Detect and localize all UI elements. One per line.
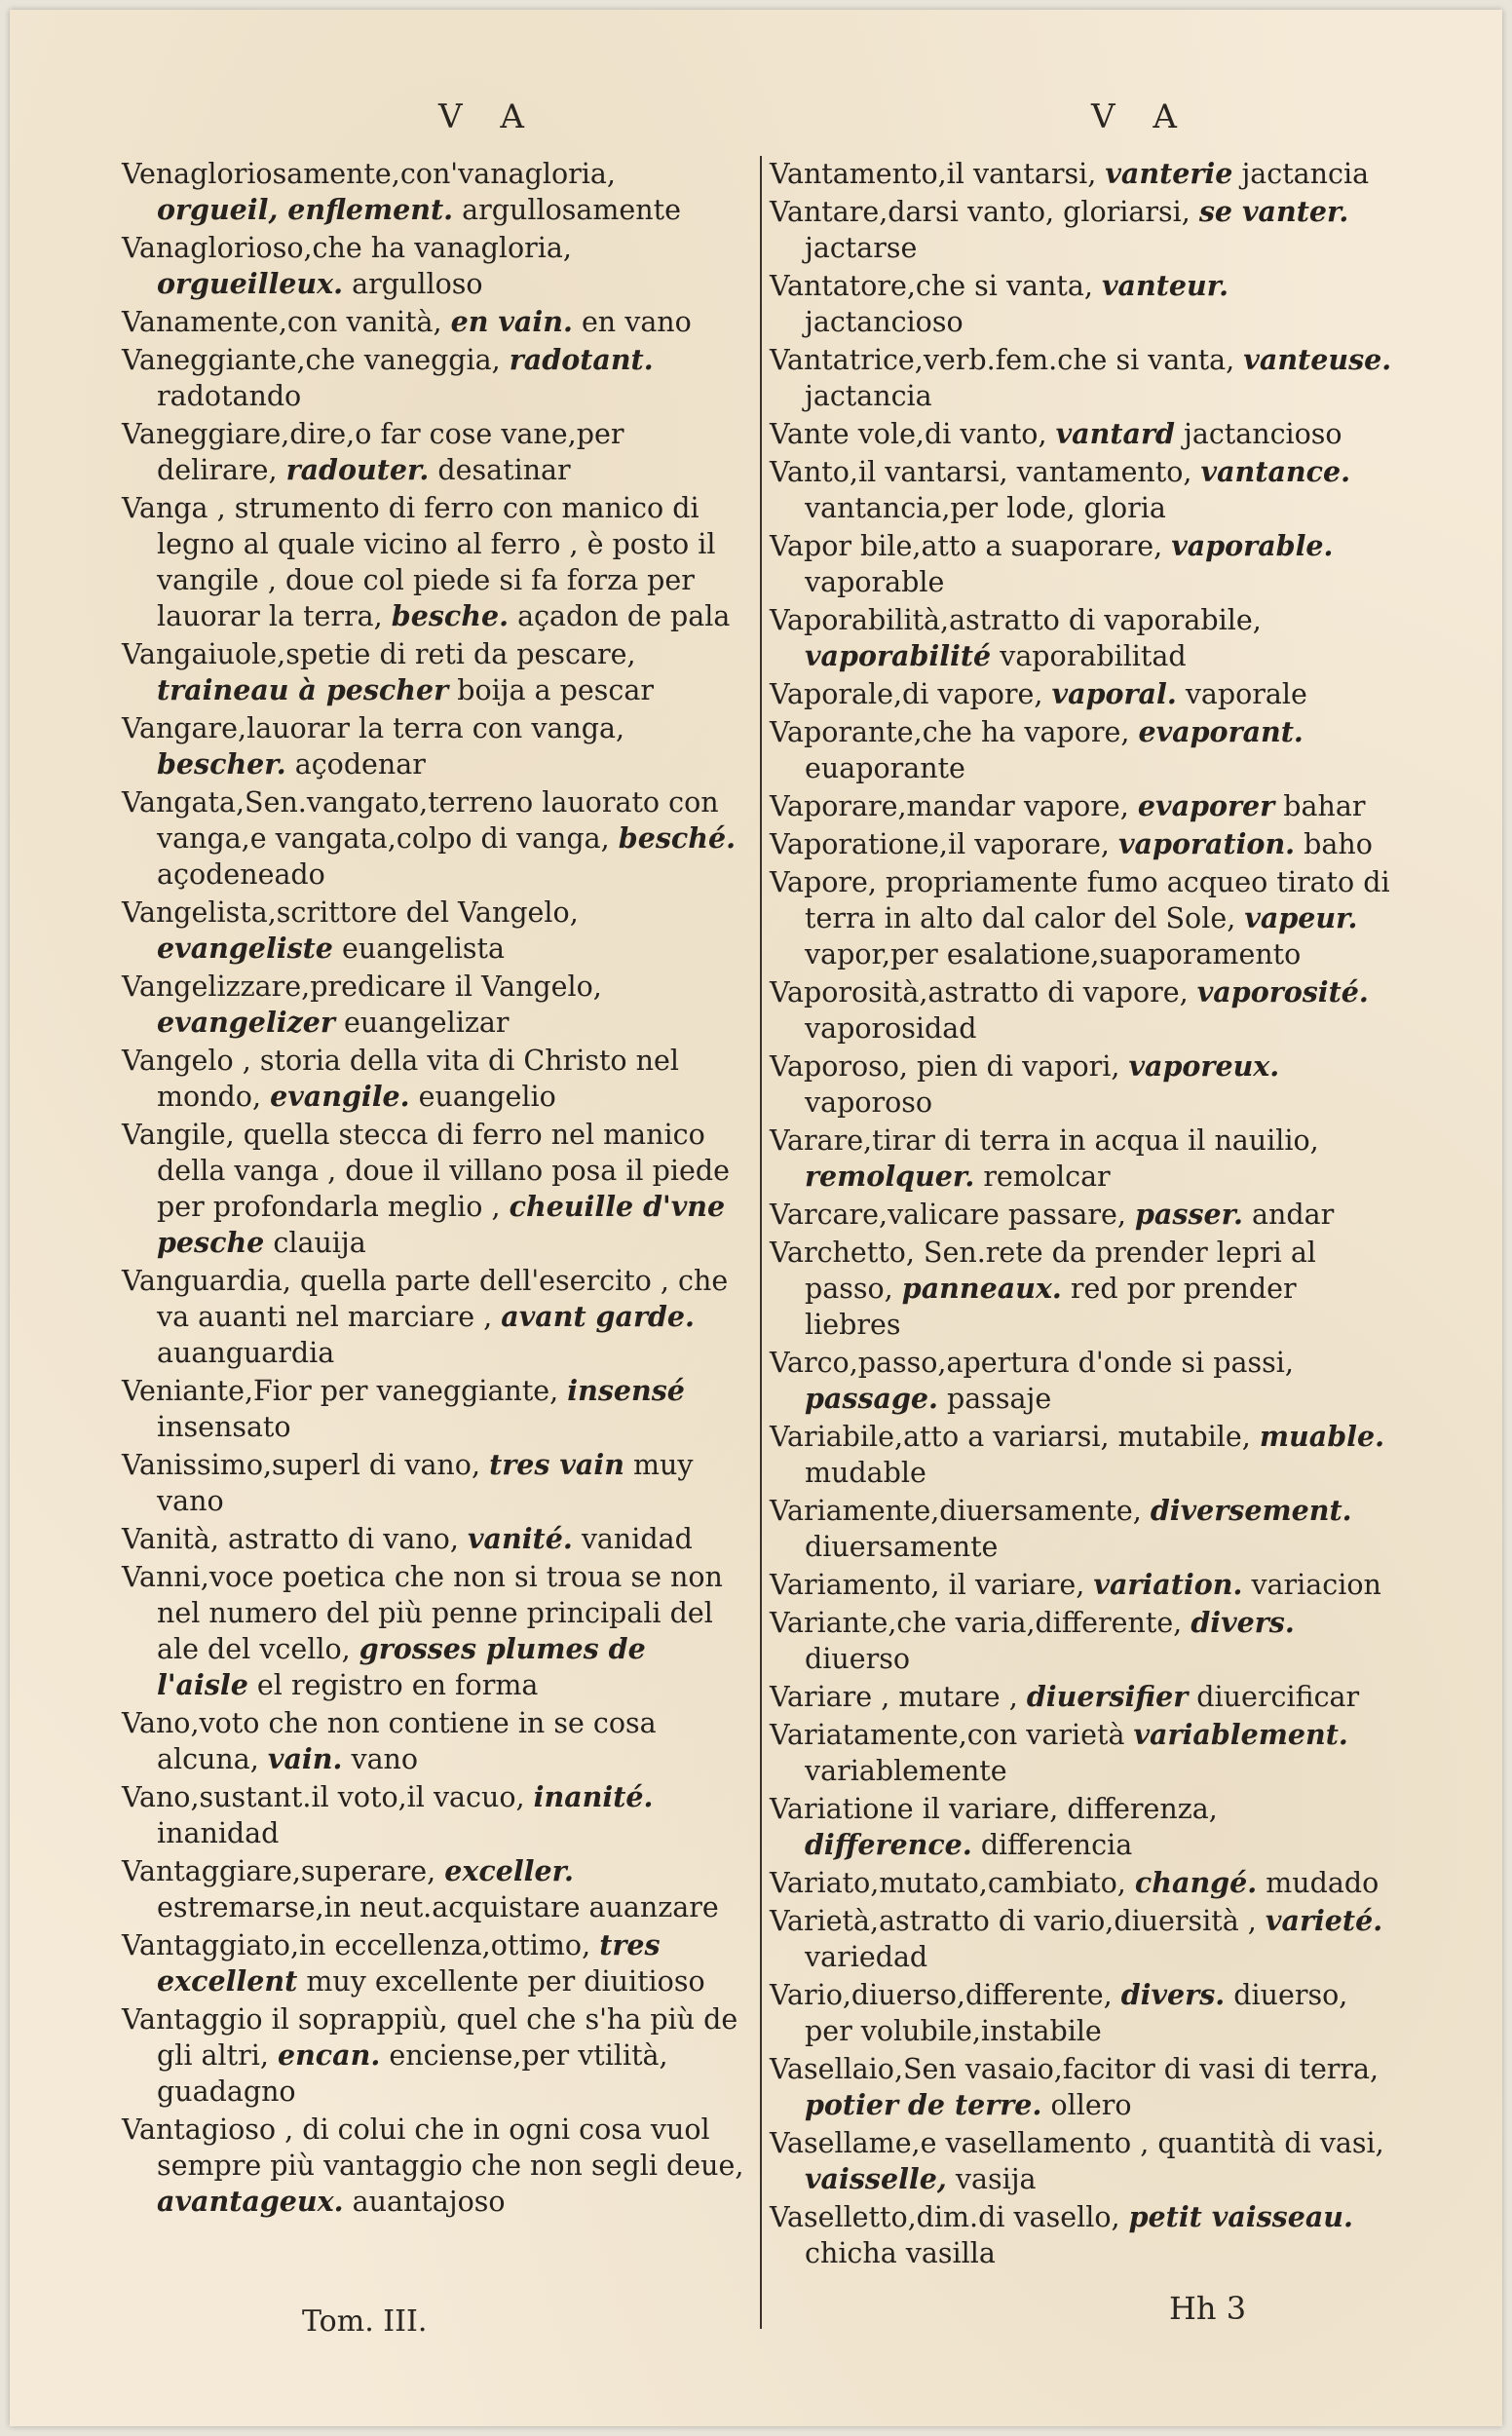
french-translation: cheuille d'vne pesche: [157, 1190, 726, 1259]
french-translation: en vain.: [450, 305, 573, 338]
italian-headword: Vangare,lauorar la terra con vanga,: [122, 712, 625, 744]
italian-headword: Vasellaio,Sen vasaio,facitor di vasi di terra,: [770, 2053, 1380, 2085]
french-translation: vaporabilité: [805, 639, 992, 672]
italian-headword: Varietà,astratto di vario,diuersità ,: [770, 1905, 1257, 1937]
spanish-translation: muy vano: [157, 1449, 694, 1517]
french-translation: evaporer: [1137, 789, 1275, 822]
italian-headword: Vangelista,scrittore del Vangelo,: [122, 896, 579, 929]
italian-headword: Vantatore,che si vanta,: [770, 270, 1093, 302]
french-translation: encan.: [277, 2038, 381, 2072]
spanish-translation: variablemente: [805, 1755, 1007, 1787]
italian-headword: Variabile,atto a variarsi, mutabile,: [770, 1421, 1251, 1453]
french-translation: vantance.: [1200, 455, 1351, 488]
right-column: [770, 156, 1393, 2273]
italian-headword: Variato,mutato,cambiato,: [770, 1867, 1126, 1899]
italian-headword: Vaselletto,dim.di vasello,: [770, 2201, 1120, 2233]
dictionary-entry: [770, 342, 1393, 414]
spanish-translation: auanguardia: [157, 1337, 335, 1369]
dictionary-entry: [770, 2051, 1393, 2123]
dictionary-entry: [122, 156, 745, 228]
italian-headword: Variamente,diuersamente,: [770, 1495, 1142, 1527]
spanish-translation: en vano: [581, 306, 692, 338]
dictionary-entry: [770, 1605, 1393, 1677]
italian-headword: Vapor bile,atto a suaporare,: [770, 530, 1163, 562]
spanish-translation: açodenar: [294, 748, 426, 780]
dictionary-entry: [122, 894, 745, 967]
dictionary-entry: [770, 1419, 1393, 1491]
dictionary-entry: [122, 1559, 745, 1703]
french-translation: radouter.: [285, 453, 430, 486]
french-translation: grosses plumes de l'aisle: [157, 1632, 646, 1701]
spanish-translation: diuerso, per volubile,instabile: [805, 1979, 1348, 2047]
italian-headword: Vasellame,e vasellamento , quantità di vasi,: [770, 2127, 1384, 2159]
french-translation: evaporant.: [1138, 715, 1304, 748]
french-translation: orgueil, enflement.: [157, 193, 454, 226]
spanish-translation: clauija: [273, 1227, 366, 1259]
dictionary-entry: [770, 602, 1393, 674]
french-translation: evangeliste: [157, 932, 333, 965]
italian-headword: Vantagioso , di colui che in ogni cosa vuol sempre più vantaggio che non segli deue,: [122, 2113, 744, 2182]
italian-headword: Vangata,Sen.vangato,terreno lauorato con vanga,e vangata,colpo di vanga,: [122, 786, 719, 855]
dictionary-entry: [770, 1493, 1393, 1565]
italian-headword: Vangaiuole,spetie di reti da pescare,: [122, 638, 636, 670]
french-translation: avantageux.: [157, 2185, 344, 2218]
italian-headword: Vantatrice,verb.fem.che si vanta,: [770, 344, 1235, 376]
spanish-translation: vapor,per esalatione,suaporamento: [805, 938, 1302, 971]
dictionary-entry: [770, 1123, 1393, 1195]
italian-headword: Vanto,il vantarsi, vantamento,: [770, 456, 1192, 488]
italian-headword: Vanguardia, quella parte dell'esercito , che va auanti nel marciare ,: [122, 1265, 729, 1333]
spanish-translation: andar: [1252, 1199, 1335, 1231]
dictionary-entry: [122, 490, 745, 634]
spanish-translation: mudable: [805, 1457, 926, 1489]
spanish-translation: jactancia: [805, 380, 932, 412]
dictionary-entry: [770, 1048, 1393, 1121]
french-translation: divers.: [1120, 1978, 1226, 2011]
dictionary-entry: [770, 528, 1393, 600]
spanish-translation: vaporoso: [805, 1086, 933, 1119]
spanish-translation: radotando: [157, 380, 302, 412]
dictionary-entry: [770, 1791, 1393, 1863]
french-translation: changé.: [1134, 1866, 1258, 1899]
spanish-translation: diuerso: [805, 1643, 910, 1675]
italian-headword: Varare,tirar di terra in acqua il nauilio,: [770, 1124, 1319, 1157]
french-translation: passer.: [1135, 1198, 1243, 1231]
italian-headword: Variare , mutare ,: [770, 1681, 1018, 1713]
dictionary-entry: [770, 676, 1393, 712]
dictionary-entry: [770, 156, 1393, 192]
dictionary-entry: [770, 826, 1393, 862]
italian-headword: Vangelizzare,predicare il Vangelo,: [122, 971, 602, 1003]
spanish-translation: argullosamente: [462, 194, 681, 226]
french-translation: vaporation.: [1118, 827, 1296, 860]
french-translation: vaporosité.: [1196, 975, 1369, 1009]
dictionary-entry: [122, 1521, 745, 1557]
french-translation: evangelizer: [157, 1006, 335, 1039]
italian-headword: Variante,che varia,differente,: [770, 1607, 1183, 1639]
spanish-translation: vantancia,per lode, gloria: [805, 492, 1166, 524]
dictionary-entry: [122, 1927, 745, 1999]
dictionary-entry: [122, 784, 745, 893]
spanish-translation: insensato: [157, 1411, 291, 1443]
italian-headword: Vangile, quella stecca di ferro nel manico della vanga , doue il villano posa il piede per profondarla meglio ,: [122, 1119, 730, 1223]
italian-headword: Varchetto, Sen.rete da prender lepri al passo,: [770, 1237, 1316, 1305]
spanish-translation: euangelista: [342, 933, 505, 965]
spanish-translation: jactancioso: [805, 306, 964, 338]
spanish-translation: vasija: [955, 2163, 1037, 2195]
french-translation: vapeur.: [1244, 901, 1358, 934]
french-translation: panneaux.: [901, 1272, 1062, 1305]
french-translation: diuersifier: [1026, 1680, 1189, 1713]
dictionary-entry: [122, 969, 745, 1041]
spanish-translation: red por prender liebres: [805, 1273, 1297, 1341]
dictionary-entry: [770, 714, 1393, 786]
spanish-translation: vaporabilitad: [1000, 640, 1187, 672]
dictionary-entry: [122, 1043, 745, 1115]
spanish-translation: differencia: [980, 1829, 1133, 1861]
french-translation: bescher.: [157, 747, 286, 780]
spanish-translation: jactarse: [805, 232, 918, 264]
french-translation: vanité.: [467, 1522, 573, 1555]
french-translation: petit vaisseau.: [1128, 2200, 1353, 2233]
spanish-translation: diuercificar: [1196, 1681, 1360, 1713]
spanish-translation: enciense,per vtilità, guadagno: [157, 2039, 668, 2108]
dictionary-entry: [770, 1903, 1393, 1975]
dictionary-entry: [770, 454, 1393, 526]
dictionary-entry: [770, 1197, 1393, 1233]
dictionary-entry: [770, 1717, 1393, 1789]
italian-headword: Variamento, il variare,: [770, 1569, 1085, 1601]
spanish-translation: diuersamente: [805, 1531, 999, 1563]
french-translation: vanteur.: [1101, 269, 1229, 302]
italian-headword: Venagloriosamente,con'vanagloria,: [122, 158, 616, 190]
dictionary-entry: [770, 2125, 1393, 2197]
left-column: [122, 156, 745, 2222]
volume-label: Tom. III.: [302, 2304, 428, 2339]
french-translation: vaporeux.: [1128, 1049, 1280, 1083]
spanish-translation: vaporosidad: [805, 1012, 977, 1045]
french-translation: difference.: [805, 1828, 972, 1861]
french-translation: besché.: [618, 821, 737, 855]
italian-headword: Variatione il variare, differenza,: [770, 1793, 1218, 1825]
spanish-translation: vanidad: [581, 1523, 693, 1555]
french-translation: divers.: [1191, 1606, 1295, 1639]
italian-headword: Vaporabilità,astratto di vaporabile,: [770, 604, 1262, 636]
spanish-translation: açadon de pala: [517, 600, 731, 632]
italian-headword: Vanni,voce poetica che non si troua se non nel numero del più penne principali del ale del vcello,: [122, 1561, 723, 1665]
dictionary-entry: [122, 1853, 745, 1925]
spanish-translation: vaporale: [1185, 678, 1307, 710]
italian-headword: Vaporatione,il vaporare,: [770, 828, 1110, 860]
french-translation: vaisselle,: [805, 2162, 947, 2195]
column-rule: [760, 156, 762, 2329]
dictionary-entry: [770, 788, 1393, 824]
dictionary-entry: [122, 636, 745, 708]
italian-headword: Varco,passo,apertura d'onde si passi,: [770, 1347, 1294, 1379]
french-translation: variation.: [1093, 1568, 1243, 1601]
dictionary-entry: [122, 416, 745, 488]
spanish-translation: ollero: [1050, 2089, 1132, 2121]
french-translation: varieté.: [1265, 1904, 1383, 1937]
dictionary-entry: [122, 1263, 745, 1371]
dictionary-entry: [122, 710, 745, 782]
spanish-translation: desatinar: [437, 454, 571, 486]
spanish-translation: variedad: [805, 1941, 928, 1973]
spanish-translation: euaporante: [805, 752, 965, 784]
french-translation: passage.: [805, 1382, 938, 1415]
french-translation: vaporable.: [1171, 529, 1334, 562]
dictionary-entry: [122, 2112, 745, 2220]
spanish-translation: chicha vasilla: [805, 2237, 996, 2269]
running-header-left: V A: [438, 97, 538, 136]
italian-headword: Vanissimo,superl di vano,: [122, 1449, 481, 1481]
italian-headword: Vano,sustant.il voto,il vacuo,: [122, 1781, 525, 1813]
spanish-translation: açodeneado: [157, 858, 325, 891]
italian-headword: Vanga , strumento di ferro con manico di legno al quale vicino al ferro , è posto il vangile , doue col piede si fa forza per lauorar la terra,: [122, 492, 716, 632]
italian-headword: Variatamente,con varietà: [770, 1719, 1125, 1751]
spanish-translation: jactancia: [1241, 158, 1370, 190]
spanish-translation: muy excellente per diuitioso: [306, 1965, 705, 1998]
spanish-translation: passaje: [947, 1383, 1052, 1415]
dictionary-entry: [122, 1117, 745, 1261]
french-translation: tres vain: [489, 1448, 624, 1481]
french-translation: potier de terre.: [805, 2088, 1042, 2121]
italian-headword: Veniante,Fior per vaneggiante,: [122, 1375, 559, 1407]
dictionary-entry: [122, 230, 745, 302]
french-translation: vantard: [1055, 417, 1175, 450]
italian-headword: Vario,diuerso,differente,: [770, 1979, 1113, 2011]
spanish-translation: variacion: [1251, 1569, 1381, 1601]
french-translation: vanteuse.: [1243, 343, 1392, 376]
italian-headword: Vaporare,mandar vapore,: [770, 790, 1129, 822]
italian-headword: Vanità, astratto di vano,: [122, 1523, 459, 1555]
dictionary-entry: [770, 1235, 1393, 1343]
italian-headword: Vano,voto che non contiene in se cosa alcuna,: [122, 1707, 657, 1775]
spanish-translation: bahar: [1283, 790, 1366, 822]
dictionary-entry: [122, 1373, 745, 1445]
spanish-translation: baho: [1304, 828, 1373, 860]
dictionary-entry: [770, 1567, 1393, 1603]
italian-headword: Varcare,valicare passare,: [770, 1199, 1126, 1231]
dictionary-entry: [770, 974, 1393, 1047]
spanish-translation: euangelio: [418, 1081, 556, 1113]
dictionary-entry: [770, 1679, 1393, 1715]
italian-headword: Vantaggiare,superare,: [122, 1855, 436, 1887]
italian-headword: Vantamento,il vantarsi,: [770, 158, 1097, 190]
spanish-translation: auantajoso: [352, 2186, 506, 2218]
spanish-translation: mudado: [1266, 1867, 1380, 1899]
french-translation: vanterie: [1105, 157, 1233, 190]
spanish-translation: remolcar: [983, 1161, 1111, 1193]
italian-headword: Vantare,darsi vanto, gloriarsi,: [770, 196, 1191, 228]
italian-headword: Vaneggiare,dire,o far cose vane,per delirare,: [122, 418, 624, 486]
spanish-translation: vano: [351, 1743, 419, 1775]
french-translation: se vanter.: [1198, 195, 1349, 228]
french-translation: insensé: [567, 1374, 685, 1407]
french-translation: variablement.: [1133, 1718, 1348, 1751]
french-translation: muable.: [1259, 1420, 1385, 1453]
french-translation: traineau à pescher: [157, 673, 449, 706]
dictionary-entry: [770, 1977, 1393, 2049]
italian-headword: Vantaggiato,in eccellenza,ottimo,: [122, 1929, 591, 1961]
french-translation: besche.: [391, 599, 509, 632]
french-translation: diversement.: [1150, 1494, 1352, 1527]
dictionary-page: [10, 10, 1502, 2426]
italian-headword: Vangelo , storia della vita di Christo nel mondo,: [122, 1045, 679, 1113]
dictionary-entry: [122, 1705, 745, 1777]
dictionary-entry: [122, 2001, 745, 2110]
french-translation: vaporal.: [1051, 677, 1177, 710]
dictionary-entry: [770, 864, 1393, 972]
italian-headword: Vanaglorioso,che ha vanagloria,: [122, 232, 572, 264]
dictionary-entry: [770, 268, 1393, 340]
spanish-translation: inanidad: [157, 1817, 280, 1849]
french-translation: radotant.: [509, 343, 654, 376]
spanish-translation: estremarse,in neut.acquistare auanzare: [157, 1891, 719, 1923]
dictionary-entry: [770, 416, 1393, 452]
spanish-translation: jactancioso: [1183, 418, 1342, 450]
spanish-translation: vaporable: [805, 566, 945, 598]
dictionary-entry: [770, 194, 1393, 266]
french-translation: avant garde.: [501, 1300, 695, 1333]
italian-headword: Vaporosità,astratto di vapore,: [770, 976, 1189, 1009]
french-translation: inanité.: [533, 1780, 654, 1813]
spanish-translation: euangelizar: [344, 1007, 510, 1039]
french-translation: exceller.: [444, 1854, 574, 1887]
italian-headword: Vapore, propriamente fumo acqueo tirato di terra in alto dal calor del Sole,: [770, 866, 1390, 934]
spanish-translation: argulloso: [352, 268, 483, 300]
running-header-right: V A: [1091, 97, 1191, 136]
italian-headword: Vanamente,con vanità,: [122, 306, 442, 338]
italian-headword: Vaporante,che ha vapore,: [770, 716, 1130, 748]
signature-mark: Hh 3: [1169, 2290, 1247, 2327]
dictionary-entry: [122, 342, 745, 414]
french-translation: vain.: [267, 1742, 343, 1775]
french-translation: orgueilleux.: [157, 267, 344, 300]
italian-headword: Vaneggiante,che vaneggia,: [122, 344, 501, 376]
spanish-translation: boija a pescar: [457, 674, 654, 706]
italian-headword: Vaporale,di vapore,: [770, 678, 1043, 710]
dictionary-entry: [770, 2199, 1393, 2271]
italian-headword: Vaporoso, pien di vapori,: [770, 1050, 1120, 1083]
dictionary-entry: [770, 1865, 1393, 1901]
french-translation: tres excellent: [157, 1928, 661, 1998]
dictionary-entry: [770, 1345, 1393, 1417]
french-translation: evangile.: [270, 1080, 410, 1113]
french-translation: remolquer.: [805, 1160, 975, 1193]
spanish-translation: el registro en forma: [256, 1669, 539, 1701]
italian-headword: Vante vole,di vanto,: [770, 418, 1047, 450]
italian-headword: Vantaggio il soprappiù, quel che s'ha più de gli altri,: [122, 2003, 738, 2072]
dictionary-entry: [122, 1779, 745, 1851]
dictionary-entry: [122, 1447, 745, 1519]
dictionary-entry: [122, 304, 745, 340]
